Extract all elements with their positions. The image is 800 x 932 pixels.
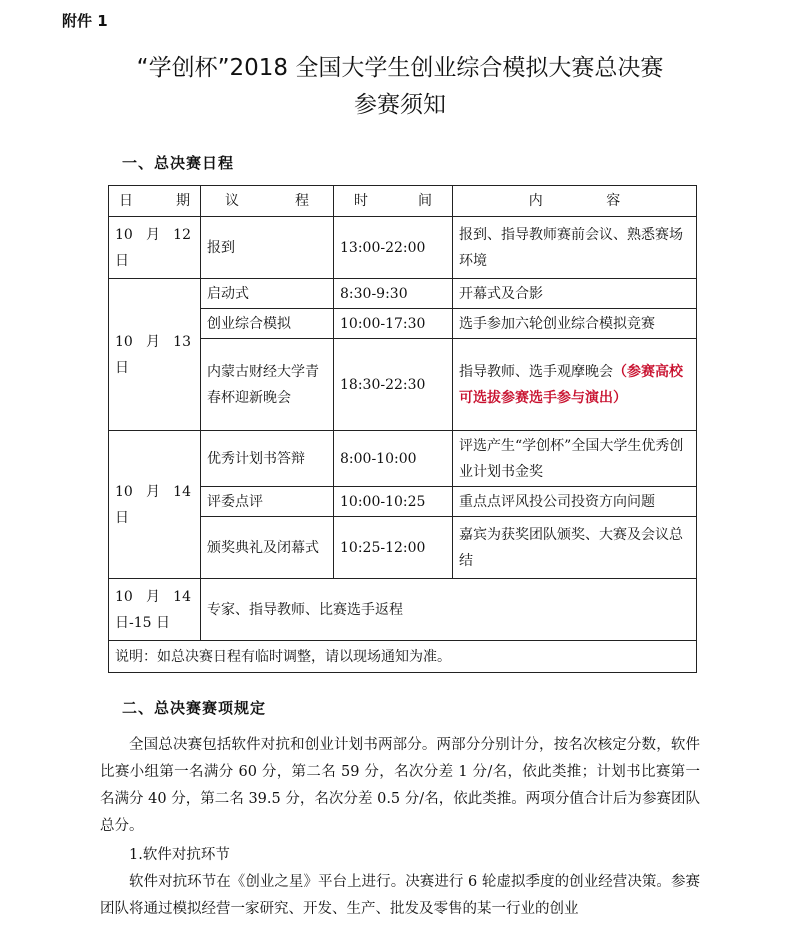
document-subtitle: 参赛须知 <box>354 92 446 118</box>
time-cell: 8:00-10:00 <box>334 431 453 487</box>
subheading-software: 1.软件对抗环节 <box>129 847 230 863</box>
merged-content-cell: 专家、指导教师、比赛选手返程 <box>201 579 697 641</box>
table-row <box>109 279 697 309</box>
schedule-table <box>108 185 697 673</box>
content-cell: 嘉宾为获奖团队颁奖、大赛及会议总结 <box>453 517 697 579</box>
agenda-cell: 启动式 <box>201 279 334 309</box>
header-date: 日 期 <box>109 186 201 217</box>
section-heading-rules: 二、总决赛赛项规定 <box>122 699 267 717</box>
header-time: 时 间 <box>334 186 453 217</box>
content-cell: 评选产生“学创杯”全国大学生优秀创业计划书金奖 <box>453 431 697 487</box>
software-paragraph: 软件对抗环节在《创业之星》平台上进行。决赛进行 6 轮虚拟季度的创业经营决策。参赛团队将通过模拟经营一家研究、开发、生产、批发及零售的某一行业的创业 <box>100 874 700 917</box>
agenda-cell: 创业综合模拟 <box>201 309 334 339</box>
time-cell: 10:00-17:30 <box>334 309 453 339</box>
attachment-label: 附件 1 <box>62 12 108 30</box>
table-note: 说明：如总决赛日程有临时调整，请以现场通知为准。 <box>109 641 697 673</box>
time-cell: 10:25-12:00 <box>334 517 453 579</box>
content-cell: 指导教师、选手观摩晚会（参赛高校可选拔参赛选手参与演出） <box>453 339 697 431</box>
table-row <box>109 431 697 487</box>
date-cell: 10 月 14 日 <box>109 431 201 579</box>
agenda-cell: 优秀计划书答辩 <box>201 431 334 487</box>
content-cell: 重点点评风投公司投资方向问题 <box>453 487 697 517</box>
header-agenda: 议 程 <box>201 186 334 217</box>
table-row <box>109 217 697 279</box>
table-row <box>109 579 697 641</box>
rules-paragraph: 全国总决赛包括软件对抗和创业计划书两部分。两部分分别计分，按名次核定分数，软件比赛小组第一名满分 60 分，第二名 59 分，名次分差 1 分/名，依此类推；计划书比赛第一名满分 40 分，第二名 39.5 分，名次分差 0.5 分/名，依此类推。两项分值合计后为参赛团队总分。 <box>100 737 700 834</box>
date-cell: 10 月 14 日-15 日 <box>109 579 201 641</box>
section-heading-schedule: 一、总决赛日程 <box>122 154 235 172</box>
content-cell: 开幕式及合影 <box>453 279 697 309</box>
date-cell: 10 月 13 日 <box>109 279 201 431</box>
document-title: “学创杯”2018 全国大学生创业综合模拟大赛总决赛 <box>136 55 664 81</box>
content-cell: 报到、指导教师赛前会议、熟悉赛场环境 <box>453 217 697 279</box>
table-note-row <box>109 641 697 673</box>
time-cell: 8:30-9:30 <box>334 279 453 309</box>
agenda-cell: 颁奖典礼及闭幕式 <box>201 517 334 579</box>
content-cell: 选手参加六轮创业综合模拟竞赛 <box>453 309 697 339</box>
date-cell: 10 月 12 日 <box>109 217 201 279</box>
time-cell: 18:30-22:30 <box>334 339 453 431</box>
agenda-cell: 内蒙古财经大学青春杯迎新晚会 <box>201 339 334 431</box>
time-cell: 10:00-10:25 <box>334 487 453 517</box>
table-header-row <box>109 186 697 217</box>
header-content: 内 容 <box>453 186 697 217</box>
time-cell: 13:00-22:00 <box>334 217 453 279</box>
agenda-cell: 报到 <box>201 217 334 279</box>
agenda-cell: 评委点评 <box>201 487 334 517</box>
highlight-note: （参赛高校可选拔参赛选手参与演出） <box>459 363 683 406</box>
